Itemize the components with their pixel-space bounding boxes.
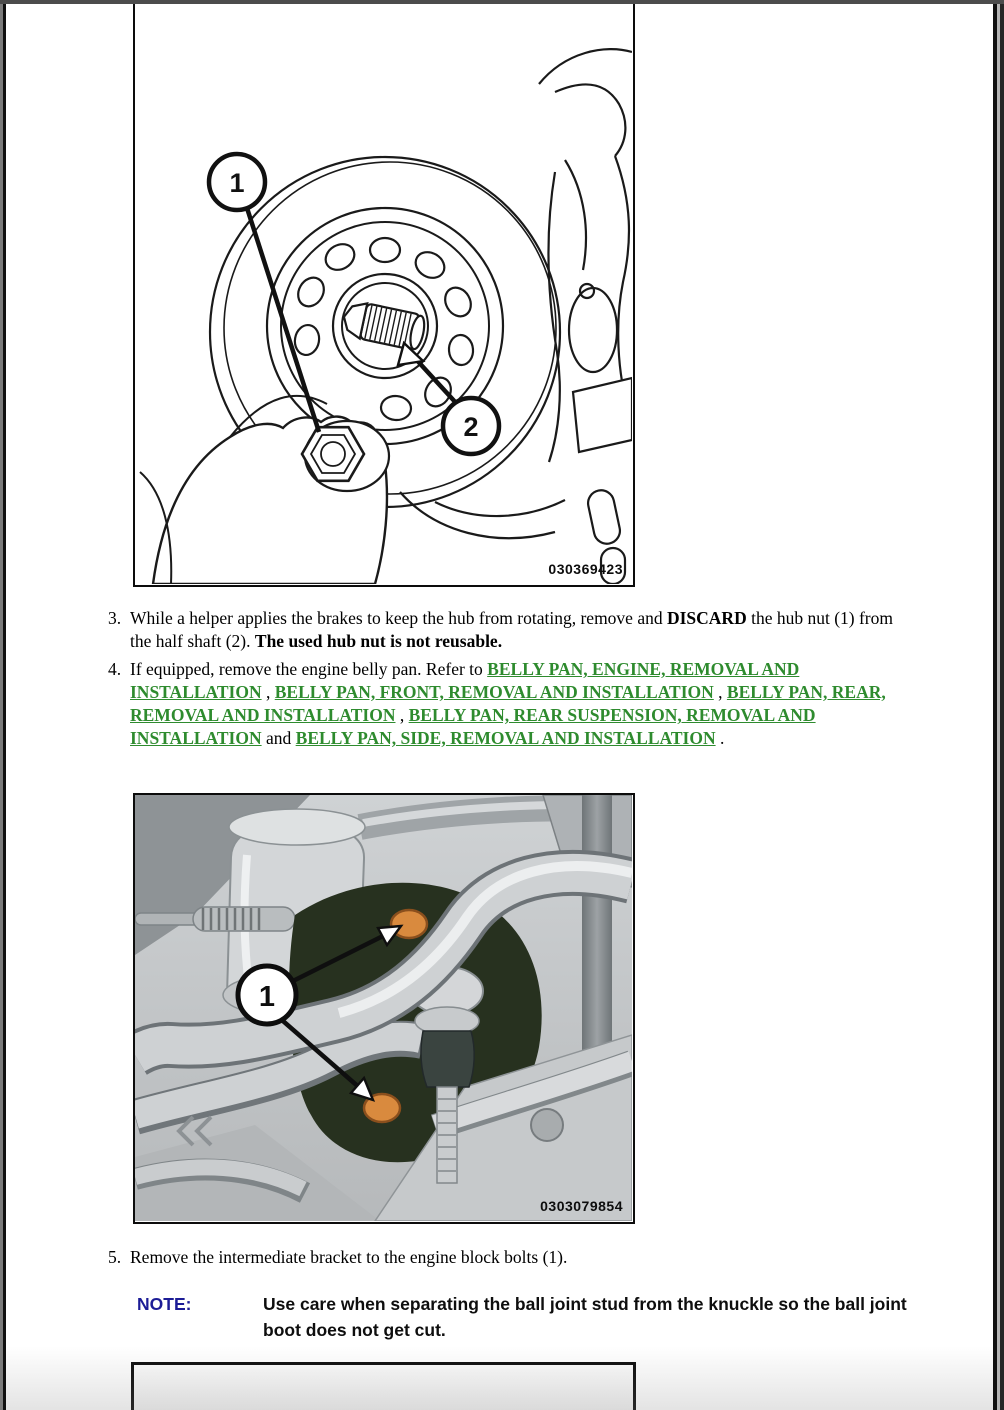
text-segment: DISCARD (666, 608, 747, 628)
reference-link[interactable]: BELLY PAN, FRONT, REMOVAL AND INSTALLATION (274, 682, 714, 702)
page-left-border (3, 0, 6, 1410)
step-number: 5. (108, 1247, 122, 1267)
procedure-step-5 (108, 1246, 906, 1269)
callout-1-label: 1 (229, 168, 245, 198)
figure-code: 030369423 (548, 561, 623, 577)
step-text (130, 659, 886, 748)
step-number: 4. (108, 659, 122, 679)
reference-link[interactable]: BELLY PAN, SIDE, REMOVAL AND INSTALLATION (295, 728, 716, 748)
step-text (130, 1247, 567, 1267)
text-segment: While a helper applies the brakes to keep the hub from rotating, remove and (130, 608, 667, 628)
reference-link[interactable]: BELLY PAN, REAR SUSPENSION, REMOVAL AND INSTALLATION (130, 705, 816, 748)
figure-code: 0303079854 (540, 1198, 623, 1214)
text-segment: the hub nut (1) from the half shaft (2). (130, 608, 893, 651)
procedure-steps (108, 1246, 906, 1274)
note-block (137, 1291, 937, 1343)
page-right-edge (1000, 0, 1004, 1410)
figure-box-intermediate-bracket (133, 793, 635, 1224)
reference-link[interactable]: BELLY PAN, REAR, REMOVAL AND INSTALLATION (130, 682, 886, 725)
callout-1-label: 1 (258, 981, 276, 1013)
text-segment: Remove the intermediate bracket to the engine block bolts (1). (130, 1247, 568, 1267)
page-top-border (0, 0, 1004, 4)
procedure-step-3 (108, 607, 906, 653)
text-segment: , (261, 682, 275, 702)
figure-box-next (131, 1362, 636, 1410)
text-segment: The used hub nut is not reusable. (254, 631, 503, 651)
hub-nut-illustration (135, 0, 632, 584)
text-segment: , (713, 682, 727, 702)
procedure-steps (108, 607, 906, 755)
text-segment: and (261, 728, 296, 748)
reference-link[interactable]: BELLY PAN, ENGINE, REMOVAL AND INSTALLATION (130, 659, 800, 702)
step-number: 3. (108, 608, 122, 628)
callout-2-label: 2 (463, 412, 479, 442)
procedure-step-4 (108, 658, 906, 750)
intermediate-bracket-illustration (135, 795, 632, 1221)
note-text: Use care when separating the ball joint stud from the knuckle so the ball joint boot does not get cut. (263, 1294, 907, 1340)
text-segment: , (395, 705, 409, 725)
note-label: NOTE: (137, 1294, 192, 1314)
text-segment: . (715, 728, 725, 748)
text-segment: If equipped, remove the engine belly pan. Refer to (130, 659, 488, 679)
figure-box-hub-nut (133, 0, 635, 587)
step-text (130, 608, 893, 651)
